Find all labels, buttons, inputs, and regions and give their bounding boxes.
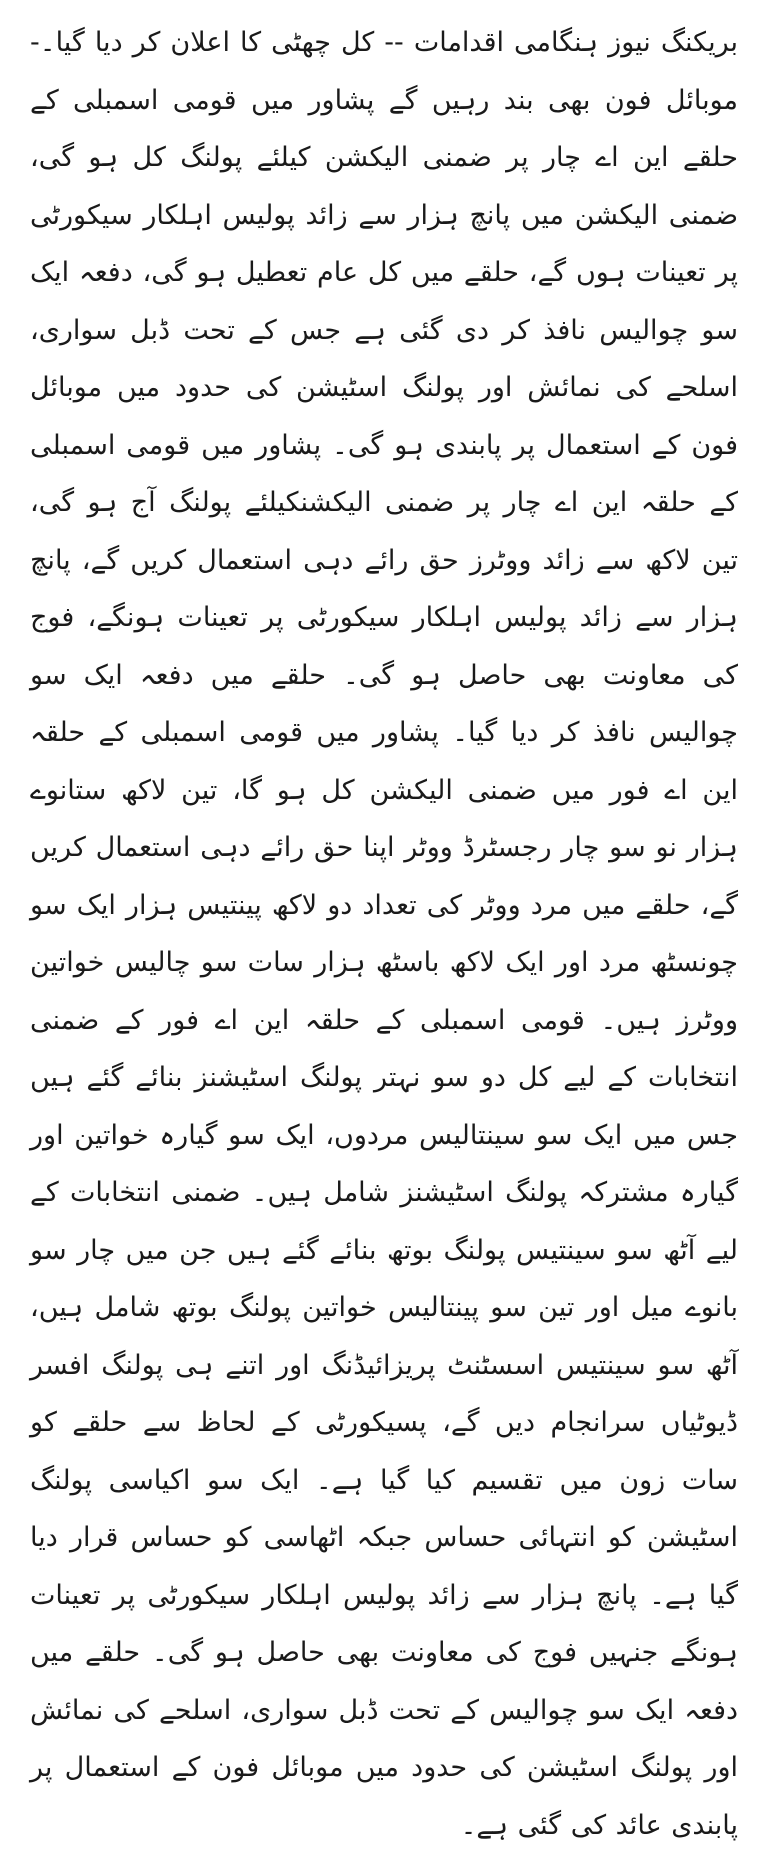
- article-body-text: بریکنگ نیوز ہنگامی اقدامات -- کل چھٹی کا اعلان کر دیا گیا۔- موبائل فون بھی بند رہیں گے پشاور میں قومی اسمبلی کے حلقے این اے چار پر ضمنی الیکشن کیلئے پولنگ کل ہو گی، ضمنی الیکشن میں پانچ ہزار سے زائد پولیس اہلکار سیکورٹی پر تعینات ہوں گے، حلقے میں کل عام تعطیل ہو گی، دفعہ ایک سو چوالیس نافذ کر دی گئی ہے جس کے تحت ڈبل سواری، اسلحے کی نمائش اور پولنگ اسٹیشن کی حدود میں موبائل فون کے استعمال پر پابندی ہو گی۔ پشاور میں قومی اسمبلی کے حلقہ این اے چار پر ضمنی الیکشنکیلئے پولنگ آج ہو گی، تین لاکھ سے زائد ووٹرز حق رائے دہی استعمال کریں گے، پانچ ہزار سے زائد پولیس اہلکار سیکورٹی پر تعینات ہونگے، فوج کی معاونت بھی حاصل ہو گی۔ حلقے میں دفعہ ایک سو چوالیس نافذ کر دیا گیا۔ پشاور میں قومی اسمبلی کے حلقہ این اے فور میں ضمنی الیکشن کل ہو گا، تین لاکھ ستانوے ہزار نو سو چار رجسٹرڈ ووٹر اپنا حق رائے دہی استعمال کریں گے، حلقے میں مرد ووٹر کی تعداد دو لاکھ پینتیس ہزار ایک سو چونسٹھ مرد اور ایک لاکھ باسٹھ ہزار سات سو چالیس خواتین ووٹرز ہیں۔ قومی اسمبلی کے حلقہ این اے فور کے ضمنی انتخابات کے لیے کل دو سو نہتر پولنگ اسٹیشنز بنائے گئے ہیں جس میں ایک سو سینتالیس مردوں، ایک سو گیارہ خواتین اور گیارہ مشترکہ پولنگ اسٹیشنز شامل ہیں۔ ضمنی انتخابات کے لیے آٹھ سو سینتیس پولنگ بوتھ بنائے گئے ہیں جن میں چار سو بانوے میل اور تین سو پینتالیس خواتین پولنگ بوتھ شامل ہیں، آٹھ سو سینتیس اسسٹنٹ پریزائیڈنگ اور اتنے ہی پولنگ افسر ڈیوٹیاں سرانجام دیں گے، پسیکورٹی کے لحاظ سے حلقے کو سات زون میں تقسیم کیا گیا ہے۔ ایک سو اکیاسی پولنگ اسٹیشن کو انتہائی حساس جبکہ اٹھاسی کو حساس قرار دیا گیا ہے۔ پانچ ہزار سے زائد پولیس اہلکار سیکورٹی پر تعینات ہونگے جنہیں فوج کی معاونت بھی حاصل ہو گی۔ حلقے میں دفعہ ایک سو چوالیس کے تحت ڈبل سواری، اسلحے کی نمائش اور پولنگ اسٹیشن کی حدود میں موبائل فون کے استعمال پر پابندی عائد کی گئی ہے۔: [30, 27, 738, 1841]
